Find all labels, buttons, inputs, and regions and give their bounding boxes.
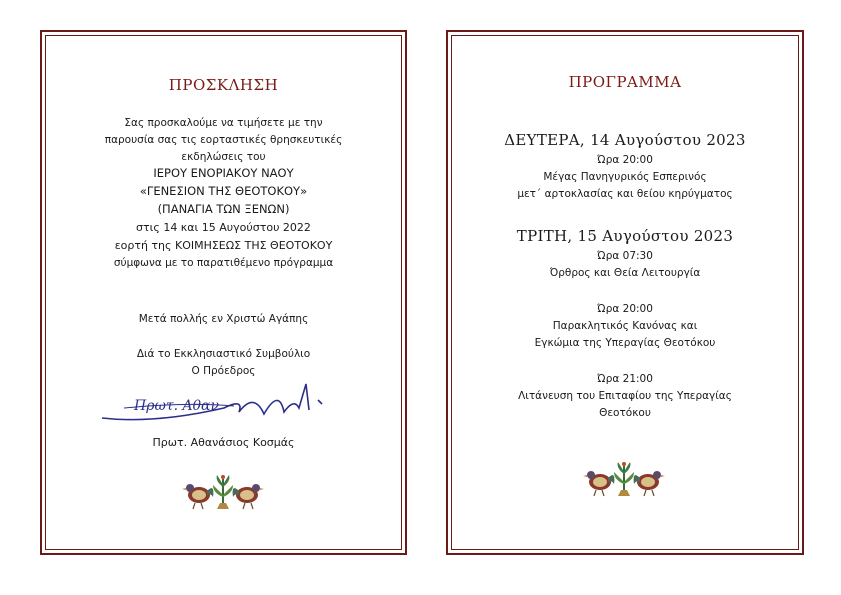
- program-day1-event-2: μετ΄ αρτοκλασίας και θείου κηρύγματος: [517, 188, 733, 200]
- invitation-line-3: εκδηλώσεις του: [181, 151, 266, 163]
- invitation-line-9: σύμφωνα με το παρατιθέμενο πρόγραμμα: [113, 257, 334, 269]
- invitation-president: Ο Πρόεδρος: [191, 365, 256, 377]
- program-day1-time: Ώρα 20:00: [597, 154, 653, 166]
- program-card: [446, 30, 804, 555]
- invitation-closing: Μετά πολλής εν Χριστώ Αγάπης: [138, 313, 309, 325]
- invitation-signer: Πρωτ. Αθανάσιος Κοσμάς: [152, 436, 295, 449]
- program-day2-event-2a: Παρακλητικός Κανόνας και: [552, 320, 698, 332]
- program-day-2: ΤΡΙΤΗ, 15 Αυγούστου 2023: [516, 227, 734, 245]
- invitation-card: [40, 30, 407, 555]
- program-day2-event-3b: Θεοτόκου: [599, 407, 651, 419]
- program-day2-event-2b: Εγκώμια της Υπεραγίας Θεοτόκου: [534, 337, 716, 349]
- program-day1-event-1: Μέγας Πανηγυρικός Εσπερινός: [543, 171, 707, 183]
- invitation-line-7: στις 14 και 15 Αυγούστου 2022: [136, 221, 311, 234]
- byzantine-birds-ornament-icon: [448, 460, 802, 500]
- handwritten-signature-icon: [94, 378, 334, 430]
- program-day2-time-2: Ώρα 20:00: [597, 303, 653, 315]
- invitation-line-5: «ΓΕΝΕΣΙΟΝ ΤΗΣ ΘΕΟΤΟΚΟΥ»: [139, 184, 308, 198]
- invitation-line-2: παρουσία σας τις εορταστικές θρησκευτικές: [104, 134, 343, 146]
- invitation-line-8: εορτή της ΚΟΙΜΗΣΕΩΣ ΤΗΣ ΘΕΟΤΟΚΟΥ: [114, 239, 333, 252]
- program-title: ΠΡΟΓΡΑΜΜΑ: [568, 73, 682, 91]
- signature-text: Πρωτ. Αθαν: [134, 398, 220, 414]
- invitation-line-4: ΙΕΡΟΥ ΕΝΟΡΙΑΚΟΥ ΝΑΟΥ: [153, 166, 294, 180]
- byzantine-birds-ornament-icon: [42, 473, 405, 513]
- program-day2-time-1: Ώρα 07:30: [597, 250, 653, 262]
- invitation-line-1: Σας προσκαλούμε να τιμήσετε με την: [124, 117, 323, 129]
- invitation-line-6: (ΠΑΝΑΓΙΑ ΤΩΝ ΞΕΝΩΝ): [157, 202, 290, 216]
- invitation-title: ΠΡΟΣΚΛΗΣΗ: [168, 76, 279, 94]
- program-day2-time-3: Ώρα 21:00: [597, 373, 653, 385]
- program-day2-event-3a: Λιτάνευση του Επιταφίου της Υπεραγίας: [518, 390, 732, 402]
- invitation-council: Διά το Εκκλησιαστικό Συμβούλιο: [136, 348, 311, 360]
- program-day2-event-1: Όρθρος και Θεία Λειτουργία: [549, 267, 701, 279]
- program-day-1: ΔΕΥΤΕΡΑ, 14 Αυγούστου 2023: [504, 131, 746, 149]
